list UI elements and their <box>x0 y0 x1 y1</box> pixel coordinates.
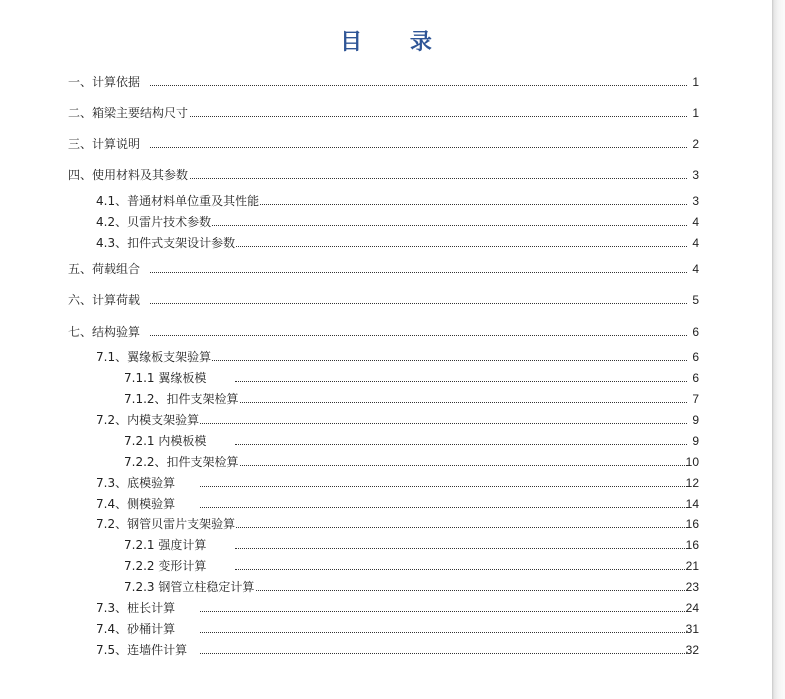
toc-entry-page: 16 <box>685 538 699 552</box>
toc-leader <box>200 204 687 205</box>
toc-leader <box>200 507 687 508</box>
toc-entry-page: 6 <box>692 350 699 364</box>
toc-leader <box>200 653 687 654</box>
toc-leader <box>235 590 687 591</box>
toc-entry-label: 7.1、翼缘板支架验算 <box>96 350 212 364</box>
toc-leader <box>200 246 687 247</box>
toc-entry[interactable] <box>0 390 772 408</box>
toc-entry-page: 9 <box>692 434 699 448</box>
toc-leader <box>235 569 687 570</box>
toc-entry[interactable] <box>0 432 772 450</box>
toc-entry-label: 七、结构验算 <box>68 325 141 339</box>
toc-entry[interactable] <box>0 369 772 387</box>
toc-entry-label: 7.2、内模支架验算 <box>96 413 200 427</box>
toc-leader <box>200 360 687 361</box>
toc-entry[interactable] <box>0 234 772 252</box>
toc-entry-label: 7.2.3 钢管立柱稳定计算 <box>124 580 255 594</box>
toc-entry-label: 7.1.2、扣件支架检算 <box>124 392 239 406</box>
toc-entry-page: 4 <box>692 262 699 276</box>
toc-entry[interactable] <box>0 135 772 153</box>
toc-entry[interactable] <box>0 166 772 184</box>
toc-entry-page: 12 <box>685 476 699 490</box>
toc-entry-page: 3 <box>692 194 699 208</box>
toc-entry-page: 32 <box>685 643 699 657</box>
toc-entry[interactable] <box>0 515 772 533</box>
toc-entry-page: 4 <box>692 236 699 250</box>
toc-entry-page: 24 <box>685 601 699 615</box>
page-edge-shadow <box>772 0 785 699</box>
toc-entry-label: 六、计算荷载 <box>68 293 141 307</box>
toc-entry-page: 5 <box>692 293 699 307</box>
toc-title: 目 录 <box>340 30 452 55</box>
toc-entry[interactable] <box>0 620 772 638</box>
toc-entry-page: 1 <box>692 75 699 89</box>
toc-entry-label: 7.4、砂桶计算 <box>96 622 176 636</box>
toc-entry-page: 10 <box>685 455 699 469</box>
toc-entry-label: 7.3、桩长计算 <box>96 601 176 615</box>
toc-entry[interactable] <box>0 495 772 513</box>
toc-leader <box>200 527 687 528</box>
toc-entry-page: 2 <box>692 137 699 151</box>
toc-leader <box>150 178 687 179</box>
toc-entry[interactable] <box>0 474 772 492</box>
toc-entry[interactable] <box>0 104 772 122</box>
toc-leader <box>150 85 687 86</box>
toc-entry-page: 7 <box>692 392 699 406</box>
toc-entry-label: 7.2.2 变形计算 <box>124 559 207 573</box>
toc-entry-label: 三、计算说明 <box>68 137 141 151</box>
toc-leader <box>235 465 687 466</box>
toc-entry[interactable] <box>0 536 772 554</box>
toc-entry-label: 4.3、扣件式支架设计参数 <box>96 236 236 250</box>
toc-entry[interactable] <box>0 453 772 471</box>
toc-entry-label: 4.2、贝雷片技术参数 <box>96 215 212 229</box>
toc-entry-page: 31 <box>685 622 699 636</box>
toc-leader <box>150 303 687 304</box>
toc-entry[interactable] <box>0 641 772 659</box>
toc-entry-page: 21 <box>685 559 699 573</box>
toc-entry-label: 一、计算依据 <box>68 75 141 89</box>
toc-leader <box>200 486 687 487</box>
toc-leader <box>150 147 687 148</box>
toc-entry-label: 4.1、普通材料单位重及其性能 <box>96 194 260 208</box>
toc-leader <box>235 381 687 382</box>
toc-leader <box>235 548 687 549</box>
toc-entry-label: 7.2.1 内模板模 <box>124 434 207 448</box>
toc-entry-label: 7.3、底模验算 <box>96 476 176 490</box>
toc-entry[interactable] <box>0 291 772 309</box>
toc-entry-page: 3 <box>692 168 699 182</box>
toc-leader <box>235 444 687 445</box>
toc-entry[interactable] <box>0 578 772 596</box>
toc-entry[interactable] <box>0 260 772 278</box>
toc-leader <box>200 423 687 424</box>
toc-leader <box>200 611 687 612</box>
toc-entry-label: 7.5、连墙件计算 <box>96 643 188 657</box>
toc-entry-label: 7.2.2、扣件支架检算 <box>124 455 239 469</box>
toc-entry-label: 二、箱梁主要结构尺寸 <box>68 106 189 120</box>
toc-entry-label: 7.1.1 翼缘板模 <box>124 371 207 385</box>
toc-entry-label: 四、使用材料及其参数 <box>68 168 189 182</box>
toc-entry-page: 4 <box>692 215 699 229</box>
toc-entry-page: 9 <box>692 413 699 427</box>
toc-entry[interactable] <box>0 213 772 231</box>
toc-entry-page: 14 <box>685 497 699 511</box>
toc-leader <box>150 272 687 273</box>
toc-entry-page: 6 <box>692 371 699 385</box>
toc-leader <box>150 335 687 336</box>
toc-leader <box>200 225 687 226</box>
toc-entry[interactable] <box>0 599 772 617</box>
toc-entry[interactable] <box>0 73 772 91</box>
toc-entry-label: 7.2.1 强度计算 <box>124 538 207 552</box>
toc-entry-page: 6 <box>692 325 699 339</box>
toc-entry[interactable] <box>0 557 772 575</box>
toc-entry-page: 23 <box>685 580 699 594</box>
toc-leader <box>150 116 687 117</box>
toc-entry[interactable] <box>0 348 772 366</box>
toc-entry[interactable] <box>0 192 772 210</box>
toc-leader <box>235 402 687 403</box>
toc-leader <box>200 632 687 633</box>
toc-entry-label: 7.2、钢管贝雷片支架验算 <box>96 517 236 531</box>
toc-entry[interactable] <box>0 411 772 429</box>
toc-entry-page: 1 <box>692 106 699 120</box>
toc-entry-page: 16 <box>685 517 699 531</box>
toc-entry-label: 五、荷载组合 <box>68 262 141 276</box>
toc-entry[interactable] <box>0 323 772 341</box>
toc-entry-label: 7.4、侧模验算 <box>96 497 176 511</box>
